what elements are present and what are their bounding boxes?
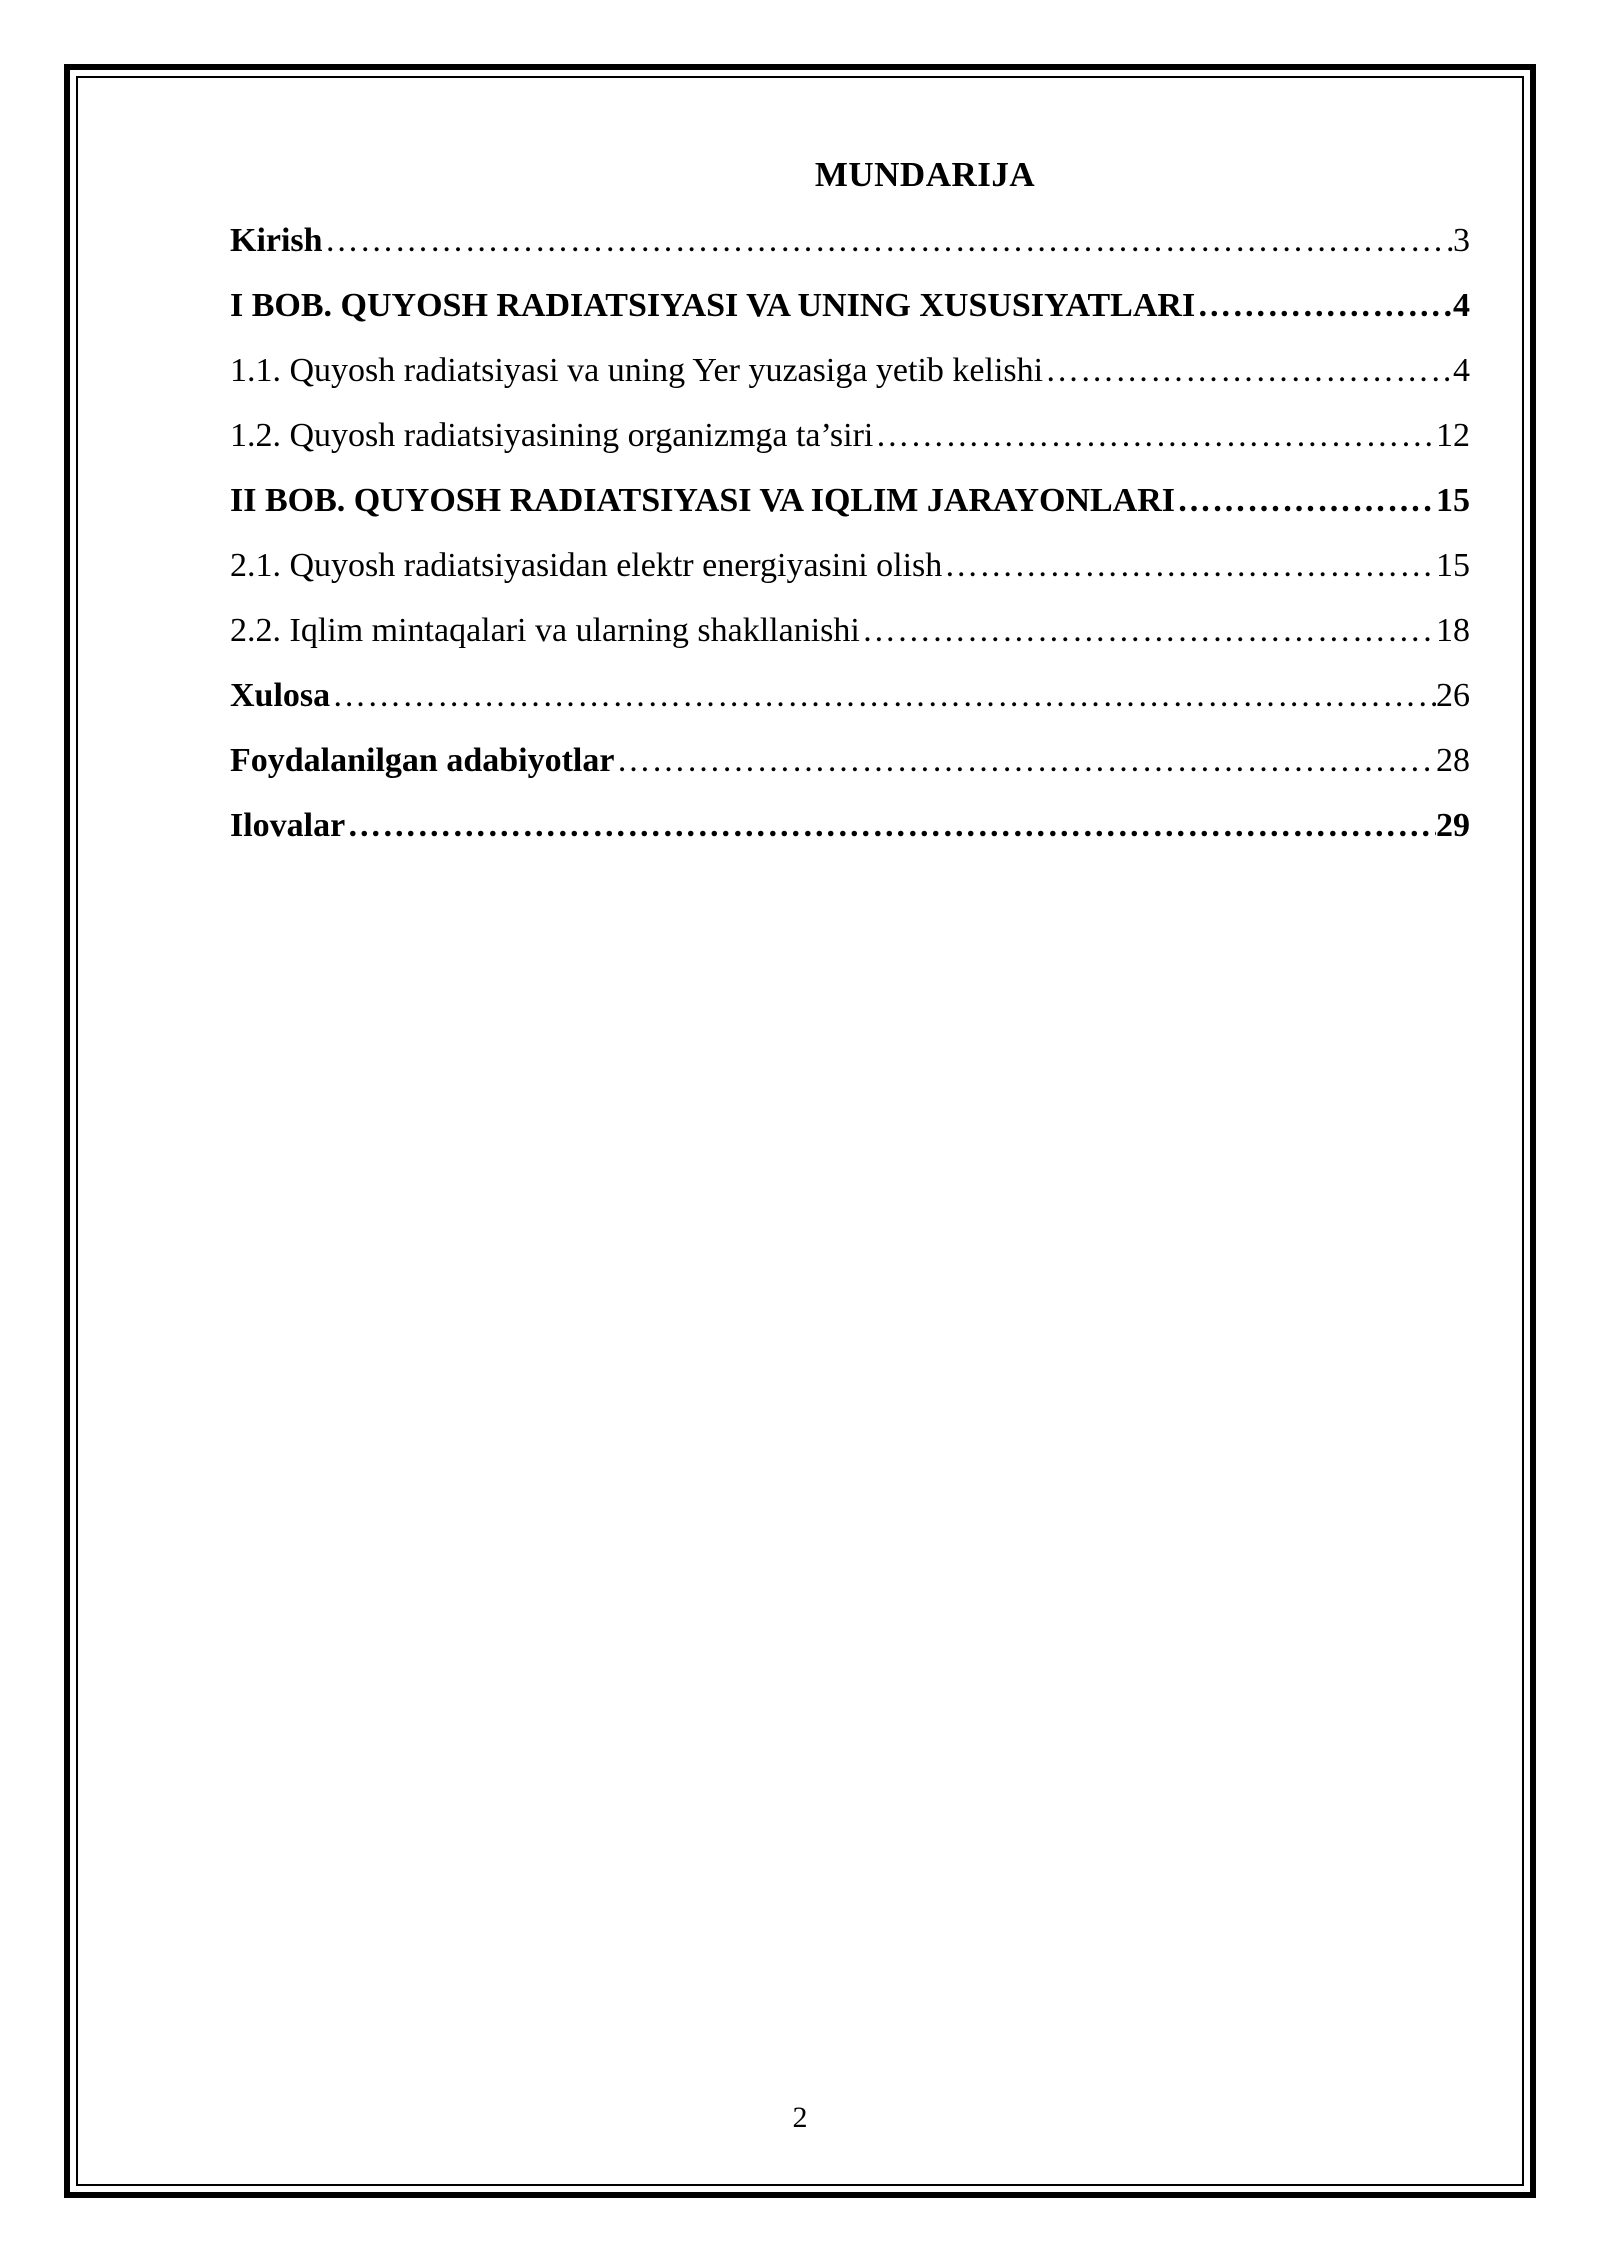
toc-entry-label: II BOB. QUYOSH RADIATSIYASI VA IQLIM JARAYONLARI — [230, 482, 1176, 519]
toc-leader-dots — [873, 403, 1436, 468]
toc-entry-label: I BOB. QUYOSH RADIATSIYASI VA UNING XUSUSIYATLARI — [230, 287, 1196, 324]
toc-entry-section-1-1 — [230, 338, 1470, 403]
toc-leader-dots — [1175, 468, 1436, 533]
toc-entry-label: 1.1. Quyosh radiatsiyasi va uning Yer yuzasiga yetib kelishi — [230, 352, 1044, 389]
toc-entry-label: Kirish — [230, 222, 323, 259]
toc-leader-dots — [345, 793, 1436, 858]
toc-entry-page: 29 — [1436, 807, 1470, 844]
toc-entry-page: 18 — [1436, 612, 1470, 649]
toc-entry-page: 15 — [1436, 547, 1470, 584]
toc-leader-dots — [614, 728, 1436, 793]
toc-entry-adabiyotlar — [230, 728, 1470, 793]
toc-entry-page: 3 — [1453, 222, 1470, 259]
toc-entry-page: 12 — [1436, 417, 1470, 454]
toc-entry-chapter-1 — [230, 273, 1470, 338]
toc-entry-page: 26 — [1436, 677, 1470, 714]
toc-leader-dots — [323, 208, 1453, 273]
toc-entry-xulosa — [230, 663, 1470, 728]
toc-entry-kirish — [230, 208, 1470, 273]
toc-entry-page: 28 — [1436, 742, 1470, 779]
toc-leader-dots — [330, 663, 1436, 728]
toc-entry-page: 4 — [1453, 287, 1470, 324]
toc-leader-dots — [1043, 338, 1453, 403]
toc-entry-label: Xulosa — [230, 677, 331, 714]
toc-leader-dots — [860, 598, 1436, 663]
table-of-contents — [230, 150, 1470, 858]
toc-entry-chapter-2 — [230, 468, 1470, 533]
toc-entry-section-2-2 — [230, 598, 1470, 663]
toc-leader-dots — [942, 533, 1436, 598]
page-number: 2 — [792, 2101, 808, 2134]
toc-title: MUNDARIJA — [814, 155, 1036, 194]
toc-entry-label: 2.1. Quyosh radiatsiyasidan elektr energiyasini olish — [230, 547, 943, 584]
toc-entry-label: Ilovalar — [230, 807, 346, 844]
toc-leader-dots — [1195, 273, 1453, 338]
toc-entry-page: 15 — [1436, 482, 1470, 519]
toc-entry-page: 4 — [1453, 352, 1470, 389]
toc-entry-section-1-2 — [230, 403, 1470, 468]
toc-entry-ilovalar — [230, 793, 1470, 858]
toc-entry-label: Foydalanilgan adabiyotlar — [230, 742, 615, 779]
toc-entry-section-2-1 — [230, 533, 1470, 598]
toc-entry-label: 2.2. Iqlim mintaqalari va ularning shakllanishi — [230, 612, 860, 649]
toc-entry-label: 1.2. Quyosh radiatsiyasining organizmga ta’siri — [230, 417, 874, 454]
